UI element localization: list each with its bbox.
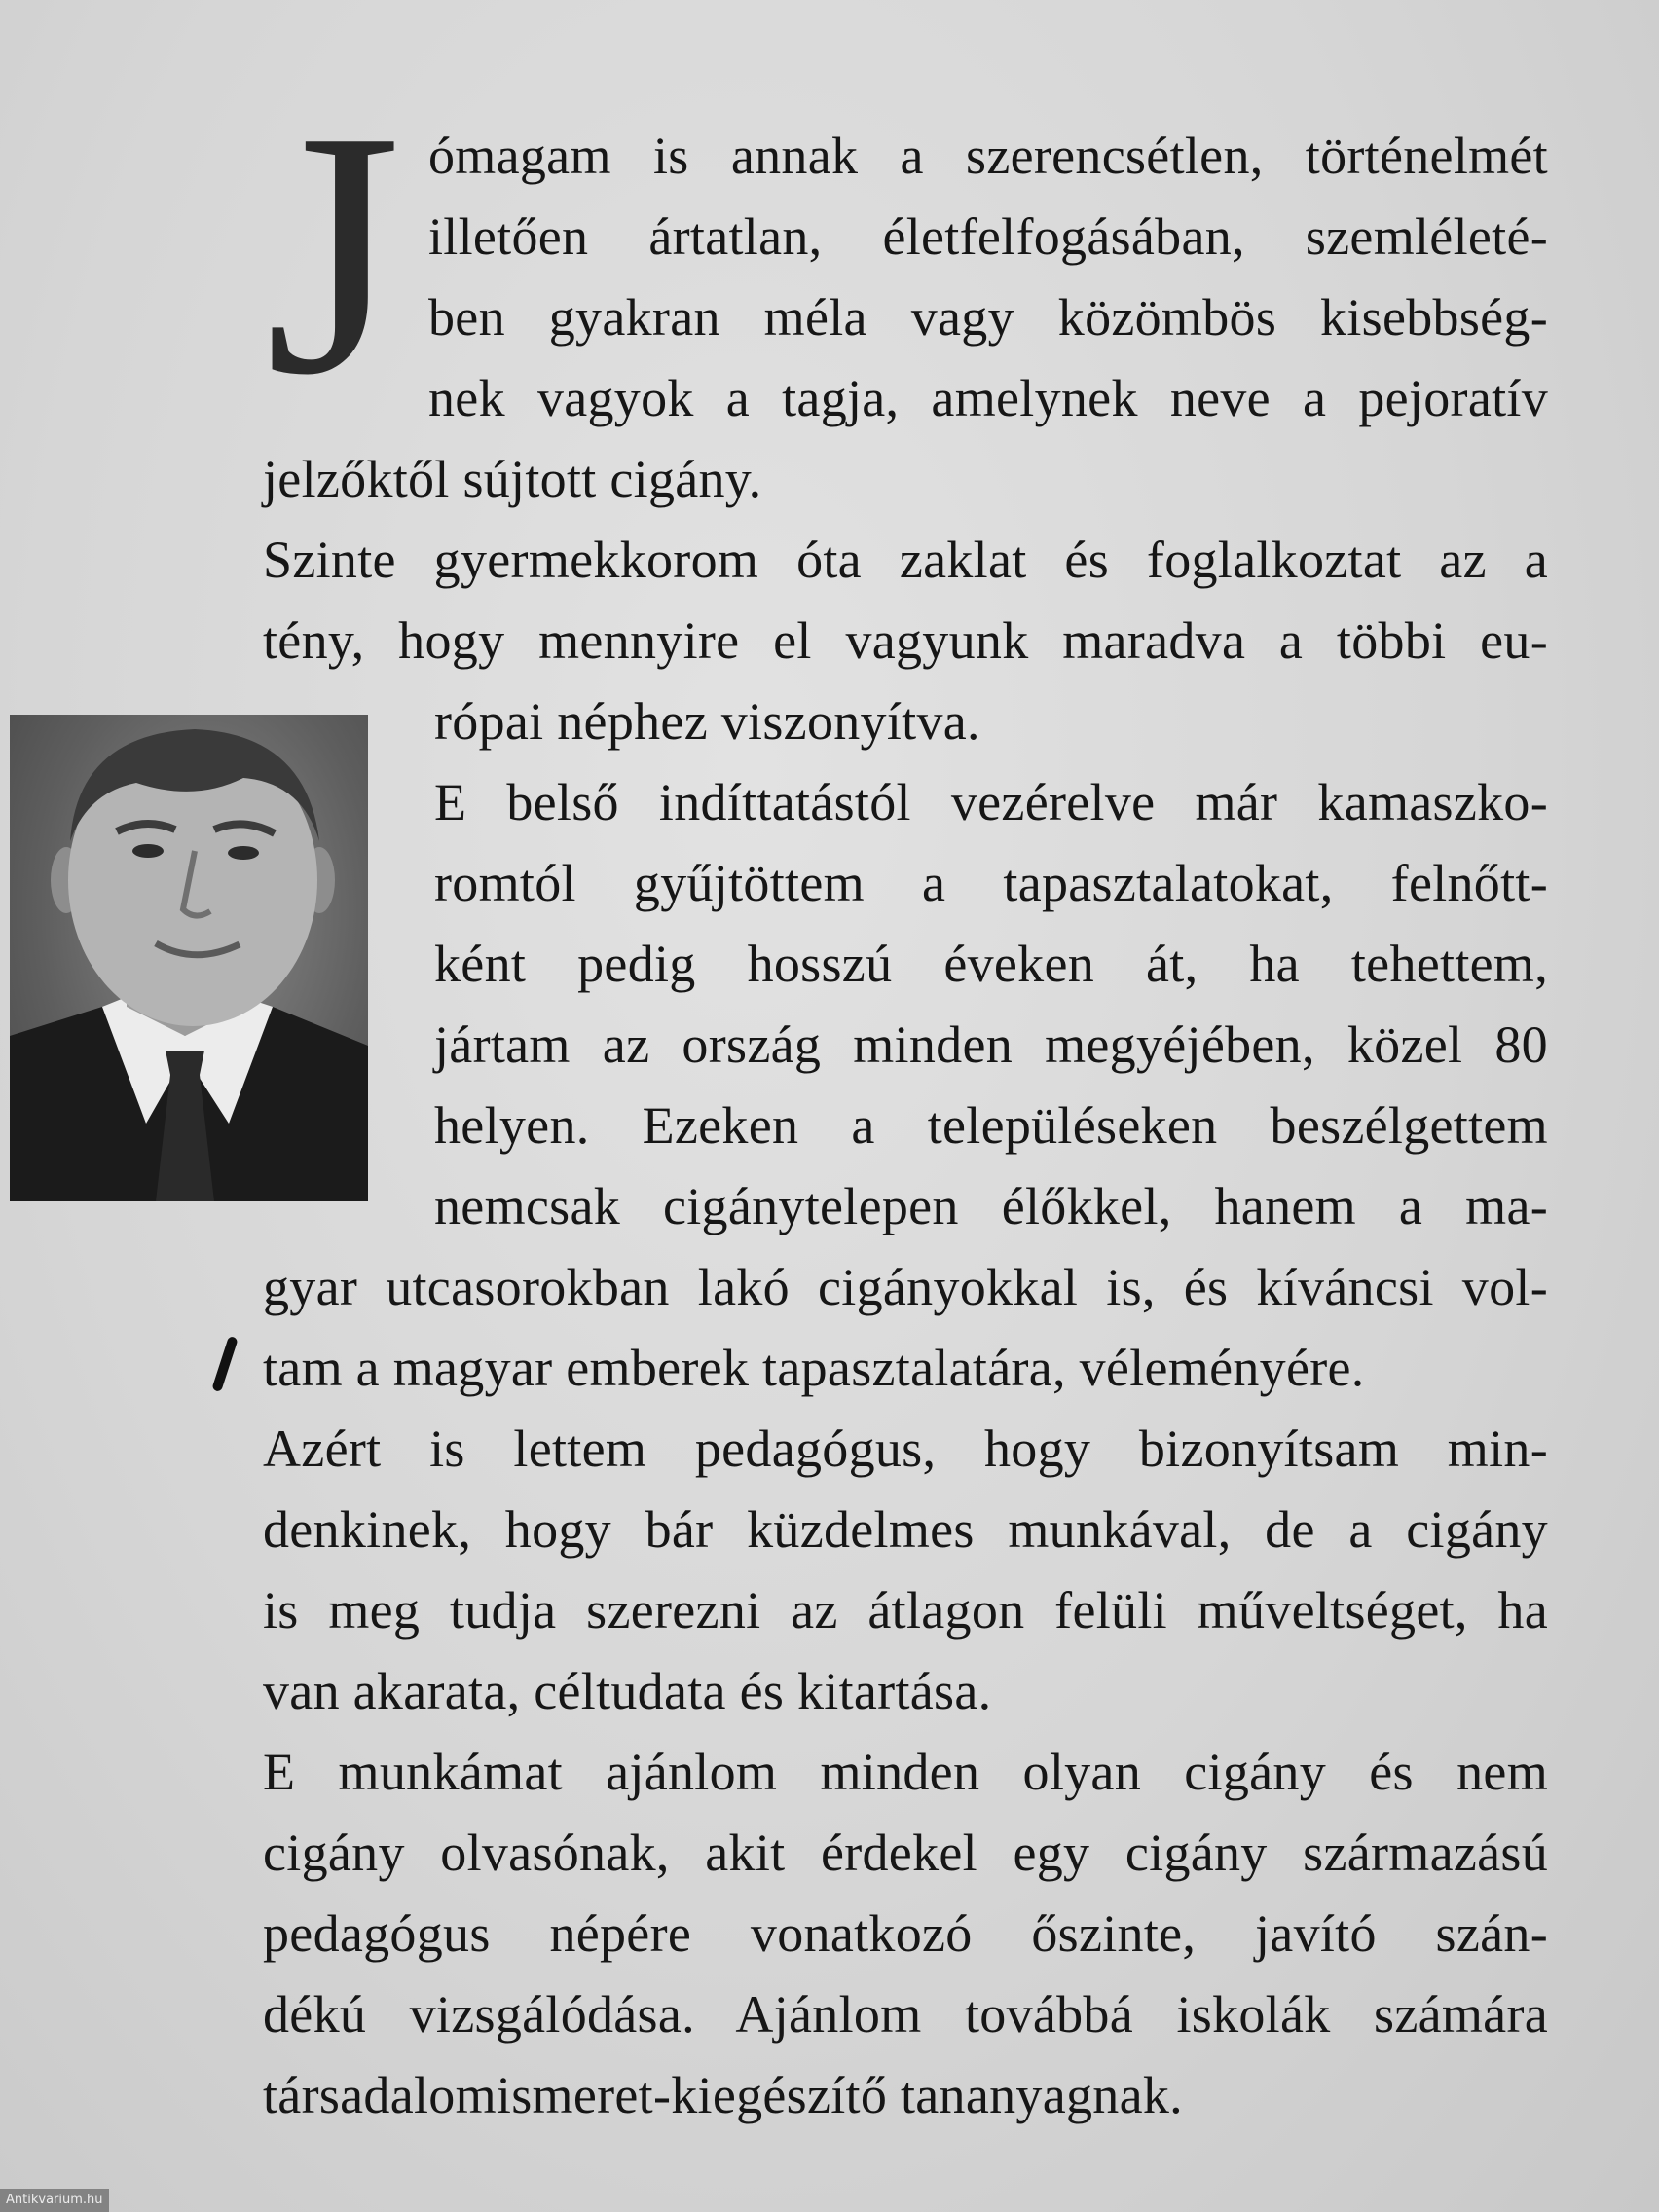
text-line: nemcsak cigánytelepen élőkkel, hanem a ma- (434, 1177, 1548, 1235)
text-line: Szinte gyermekkorom óta zaklat és foglalkoztat az a (263, 531, 1548, 589)
text-line: E munkámat ajánlom minden olyan cigány és nem (263, 1743, 1548, 1801)
text-line: cigány olvasónak, akit érdekel egy cigány származású (263, 1824, 1548, 1882)
text-line: ként pedig hosszú éveken át, ha tehettem, (434, 935, 1548, 993)
text-line: illetően ártatlan, életfelfogásában, szemléleté- (428, 207, 1548, 266)
text-line: E belső indíttatástól vezérelve már kamaszko- (434, 773, 1548, 831)
text-line: van akarata, céltudata és kitartása. (263, 1662, 992, 1720)
text-line: dékú vizsgálódása. Ajánlom továbbá iskolák számára (263, 1985, 1548, 2044)
text-line: helyen. Ezeken a településeken beszélgettem (434, 1096, 1548, 1155)
text-line: rópai néphez viszonyítva. (434, 692, 980, 751)
text-line: pedagógus népére vonatkozó őszinte, javító szán- (263, 1904, 1548, 1963)
author-portrait-photo (10, 715, 368, 1201)
drop-cap-letter: J (265, 58, 402, 447)
text-line: denkinek, hogy bár küzdelmes munkával, de a cigány (263, 1500, 1548, 1559)
text-line: nek vagyok a tagja, amelynek neve a pejoratív (428, 369, 1548, 427)
text-line: ómagam is annak a szerencsétlen, történelmét (428, 127, 1548, 185)
text-line: tény, hogy mennyire el vagyunk maradva a többi eu- (263, 611, 1548, 670)
text-line: jelzőktől sújtott cigány. (263, 450, 762, 508)
text-line: tam a magyar emberek tapasztalatára, véleményére. (263, 1339, 1365, 1397)
text-line: társadalomismeret-kiegészítő tananyagnak. (263, 2066, 1183, 2124)
text-line: ben gyakran méla vagy közömbös kisebbség- (428, 288, 1548, 347)
text-line: jártam az ország minden megyéjében, közel 80 (434, 1015, 1548, 1074)
text-line: gyar utcasorokban lakó cigányokkal is, és kíváncsi vol- (263, 1258, 1548, 1316)
watermark: Antikvarium.hu (0, 2189, 109, 2212)
text-line: Azért is lettem pedagógus, hogy bizonyítsam min- (263, 1419, 1548, 1478)
text-line: is meg tudja szerezni az átlagon felüli műveltséget, ha (263, 1581, 1548, 1640)
pen-mark (211, 1336, 238, 1392)
text-line: romtól gyűjtöttem a tapasztalatokat, felnőtt- (434, 854, 1548, 912)
